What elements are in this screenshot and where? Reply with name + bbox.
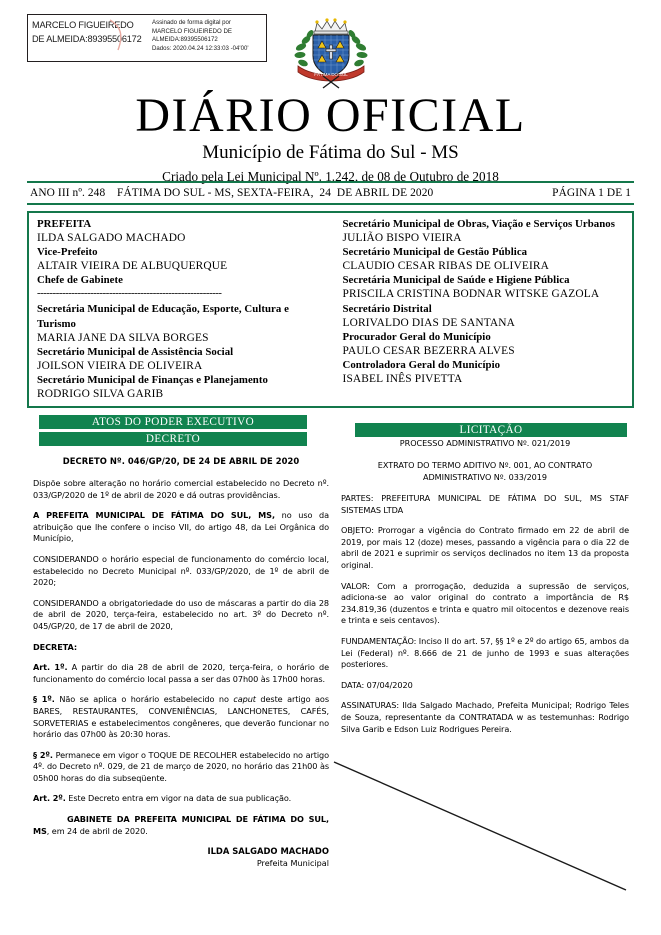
- decree-preamble-bold: A PREFEITA MUNICIPAL DE FÁTIMA DO SUL, MS,: [33, 510, 275, 521]
- decree-considerando-2: CONSIDERANDO a obrigatoriedade do uso de máscaras a partir do dia 28 de abril de 2020, terça-feira, estabelecido no art. 3º do Decreto nº. 045/GP/20, de 17 de abril de 2020,: [33, 597, 329, 631]
- official-name: CLAUDIO CESAR RIBAS DE OLIVEIRA: [342, 260, 550, 273]
- paragraph-1-text-b: deste artigo aos BARES, RESTAURANTES, CONVENIÊNCIAS, LANCHONETES, CAFÉS, SORVETERIAS e estabelecimentos congêneres, que deverão funcionar no horário das 07h00 às 20:30 horas.: [33, 694, 329, 740]
- article-2-text: Este Decreto entra em vigor na data de sua publicação.: [65, 793, 292, 804]
- official-role: Secretário Municipal de Gestão Pública: [342, 246, 528, 259]
- gabinete-rest: , em 24 de abril de 2020.: [46, 825, 148, 836]
- official-name: JOILSON VIEIRA DE OLIVEIRA: [37, 359, 203, 372]
- extrato-line-1: EXTRATO DO TERMO ADITIVO Nº. 001, AO CONTRATO: [377, 460, 593, 470]
- paragraph-1-text-a: Não se aplica o horário estabelecido no: [54, 694, 234, 705]
- article-1-label: Art. 1º.: [33, 662, 68, 673]
- official-role: PREFEITA: [37, 218, 92, 230]
- licitacao-fundamentacao: FUNDAMENTAÇÃO: Inciso II do art. 57, §§ 1º e 2º do artigo 65, ambos da Lei (Federal) nº. 8.666 de 21 de junho de 1993 e suas alterações posteriores.: [341, 635, 629, 670]
- signature-details: [146, 15, 266, 61]
- paragraph-1-italic: caput: [233, 694, 256, 705]
- section-header-atos-poder-executivo: ATOS DO PODER EXECUTIVO: [39, 415, 307, 429]
- official-role: Secretária Municipal de Saúde e Higiene Pública: [342, 274, 570, 287]
- officials-box: [27, 211, 634, 408]
- decree-signer-name: ILDA SALGADO MACHADO: [207, 846, 329, 857]
- gabinete-bold: GABINETE DA PREFEITA MUNICIPAL DE FÁTIMA DO SUL, MS: [33, 814, 329, 836]
- official-name: ILDA SALGADO MACHADO: [37, 232, 186, 245]
- official-name: JULIÃO BISPO VIEIRA: [342, 232, 462, 245]
- paragraph-1-label: § 1º.: [33, 694, 55, 705]
- official-name: PAULO CESAR BEZERRA ALVES: [342, 344, 515, 357]
- licitacao-objeto: OBJETO: Prorrogar a vigência do Contrato firmado em 22 de abril de 2019, por mais 12 (doze) meses, passando a vigência para o dia 22 de abril de 2021 e suprimir os serviços declinados no item 13 da proposta original.: [341, 525, 629, 570]
- article-1-text: A partir do dia 28 de abril de 2020, terça-feira, o horário de funcionamento do comércio local passa a ser das 07h00 às 17h00 horas.: [33, 662, 329, 684]
- official-role: Secretário Distrital: [342, 302, 432, 315]
- issue-info-band: [27, 181, 634, 205]
- official-role: Secretário Municipal de Assistência Social: [37, 345, 234, 358]
- decreta-text: DECRETA:: [33, 641, 78, 652]
- decree-preamble: [33, 510, 329, 545]
- official-name: PRISCILA CRISTINA BODNAR WITSKE GAZOLA: [342, 288, 600, 301]
- svg-text:FÁTIMA DO SUL: FÁTIMA DO SUL: [314, 72, 348, 77]
- masthead-law-line: Criado pela Lei Municipal Nº. 1.242, de 08 de Outubro de 2018: [162, 169, 499, 184]
- article-2-label: Art. 2º.: [33, 793, 66, 804]
- official-role: Procurador Geral do Município: [342, 330, 491, 343]
- decree-paragraph-1: [33, 694, 329, 740]
- decree-paragraph-2: [33, 750, 329, 785]
- official-name: ISABEL INÊS PIVETTA: [342, 373, 463, 386]
- official-name: MARIA JANE DA SILVA BORGES: [37, 331, 209, 344]
- official-name: RODRIGO SILVA GARIB: [37, 388, 164, 401]
- licitacao-valor: VALOR: Com a prorrogação, deduzida a supressão de serviços, adiciona-se ao valor original do contrato a importância de R$ 234.819,36 (duzentos e trinta e quatro mil oitocentos e dezenove reais e trinta e seis centavos).: [341, 580, 629, 626]
- signature-line-3: ALMEIDA:89395506172: [152, 36, 218, 44]
- decree-preamble-rest: no uso da atribuição que lhe confere o inciso VII, do artigo 48, da Lei Orgânica do Município,: [33, 510, 329, 544]
- processo-administrativo: PROCESSO ADMINISTRATIVO Nº. 021/2019: [399, 438, 571, 448]
- decree-article-1: [33, 662, 329, 685]
- extrato-termo-aditivo: [341, 459, 629, 483]
- official-name: LORIVALDO DIAS DE SANTANA: [342, 316, 516, 329]
- official-name: ALTAIR VIEIRA DE ALBUQUERQUE: [37, 260, 228, 273]
- officials-column-left: [29, 213, 331, 406]
- decree-decreta-label: [33, 642, 329, 654]
- signature-subject-name: MARCELO FIGUEIREDO DE ALMEIDA:89395506172: [32, 20, 142, 44]
- blank-space-cancellation-line: [330, 755, 630, 895]
- decree-signer-role: Prefeita Municipal: [256, 857, 329, 868]
- page-indicator: PÁGINA 1 DE 1: [552, 187, 631, 199]
- masthead: [0, 89, 661, 186]
- official-role: Chefe de Gabinete: [37, 274, 124, 287]
- licitacao-column: [341, 437, 629, 744]
- paragraph-2-text: Permanece em vigor o TOQUE DE RECOLHER estabelecido no artigo 4º. do Decreto nº. 029, de 21 de março de 2020, no horário das 21h00 às 05h00 horas do dia subseqüente.: [33, 749, 329, 783]
- section-header-decreto: DECRETO: [39, 432, 307, 446]
- page-title: DIÁRIO OFICIAL: [135, 89, 526, 142]
- signature-line-1: Assinado de forma digital por: [152, 19, 231, 26]
- licitacao-assinaturas: ASSINATURAS: Ilda Salgado Machado, Prefeita Municipal; Rodrigo Teles de Souza, representante da CONTRATADA w as testemunhas: Rodrigo Silva Garib e Edson Luiz Rodrigues Pereira.: [341, 700, 629, 734]
- decree-considerando-1: CONSIDERANDO o horário especial de funcionamento do comércio local, estabelecido no Decreto Municipal nº. 033/GP/2020, de 1º de abril de 2020;: [33, 553, 329, 588]
- decree-column: [33, 455, 329, 869]
- issue-info-left: ANO III nº. 248 FÁTIMA DO SUL - MS, SEXTA-FEIRA, 24 DE ABRIL DE 2020: [30, 187, 434, 199]
- officials-column-right: [331, 213, 633, 406]
- masthead-subtitle: Município de Fátima do Sul - MS: [202, 142, 459, 163]
- official-role: Secretário Municipal de Finanças e Planejamento: [37, 373, 268, 386]
- decree-article-2: [33, 793, 329, 805]
- paragraph-2-label: § 2º.: [33, 749, 53, 760]
- decree-title: DECRETO Nº. 046/GP/20, DE 24 DE ABRIL DE 2020: [62, 456, 300, 466]
- extrato-line-2: ADMINISTRATIVO Nº. 033/2019: [423, 472, 547, 482]
- signature-line-4: Dados: 2020.04.24 12:33:03 -04'00': [152, 44, 249, 52]
- digital-signature-stamp: [27, 14, 267, 62]
- decree-ementa: Dispõe sobre alteração no horário comercial estabelecido no Decreto nº. 033/GP/2020 de 1º de abril de 2020 e dá outras providências.: [33, 478, 329, 500]
- decree-gabinete: [33, 814, 329, 837]
- official-role: Secretária Municipal de Educação, Esporte, Cultura e Turismo: [37, 303, 289, 330]
- municipal-coat-of-arms-icon: [286, 16, 376, 90]
- official-role: Secretário Municipal de Obras, Viação e Serviços Urbanos: [342, 218, 615, 230]
- licitacao-data: DATA: 07/04/2020: [341, 679, 413, 690]
- official-role: Controladora Geral do Município: [342, 358, 501, 371]
- signature-line-2: MARCELO FIGUEIREDO DE: [152, 27, 232, 35]
- licitacao-partes: PARTES: PREFEITURA MUNICIPAL DE FÁTIMA DO SUL, MS STAF SISTEMAS LTDA: [341, 493, 629, 515]
- official-role: Vice-Prefeito: [37, 246, 98, 259]
- section-header-licitacao: LICITAÇÃO: [355, 423, 627, 437]
- officials-divider: -----------------------------------------------------------: [37, 288, 222, 300]
